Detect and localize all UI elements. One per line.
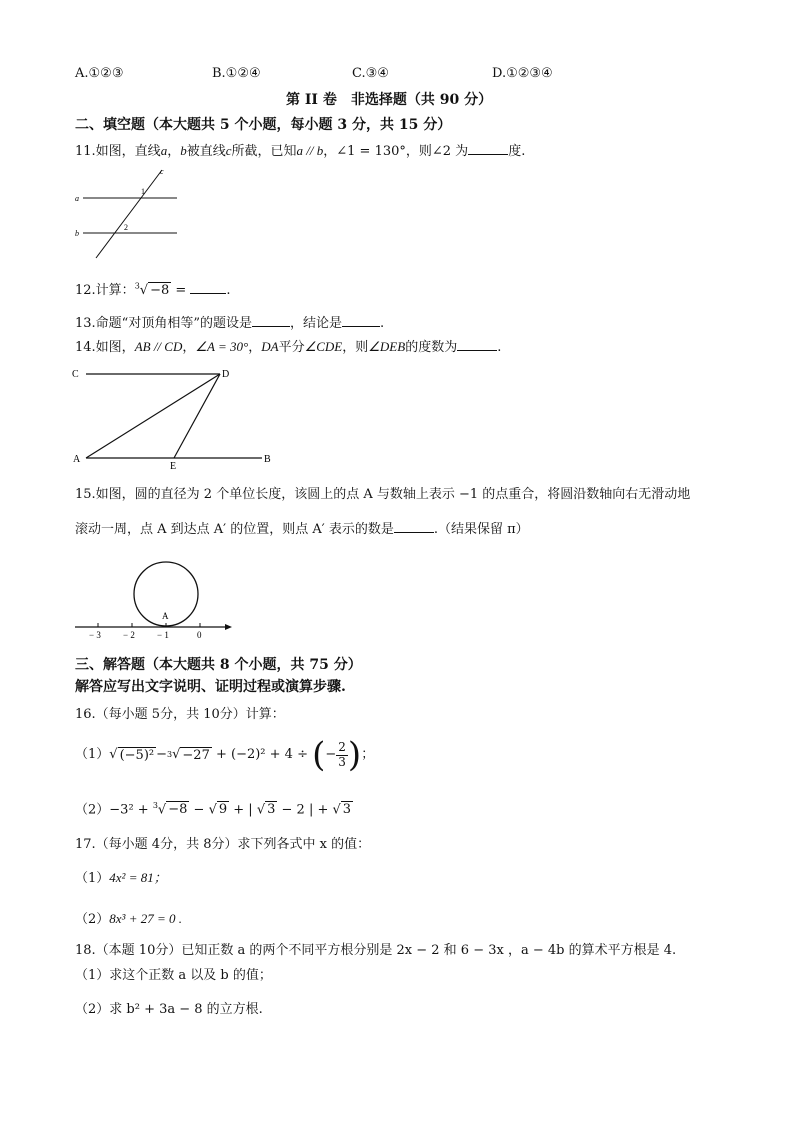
option-a: A.①②③ <box>75 66 124 81</box>
q14-text: 14.如图，AB // CD，∠A = 30°，DA平分∠CDE，则∠DEB的度数为 . <box>75 339 502 355</box>
section2-header: 二、填空题（本大题共 5 个小题，每小题 3 分，共 15 分） <box>75 117 452 133</box>
q18-part2: （2）求 b² + 3a − 8 的立方根. <box>75 1002 263 1017</box>
q17-head: 17.（每小题 4分，共 8分）求下列各式中 x 的值： <box>75 837 371 852</box>
q16-part2: （2）−3² + $^3$√ −8 − √ 9 + | √ 3 − 2 | + √ 3 <box>75 801 352 818</box>
tick-label: 0 <box>197 630 202 640</box>
axis-arrow-icon <box>225 624 232 630</box>
q15-line1: 15.如图，圆的直径为 2 个单位长度，该圆上的点 A 与数轴上表示 −1 的点重合，将圆沿数轴向右无滑动地 <box>75 487 691 502</box>
segment-ed <box>174 374 220 458</box>
option-d: D.①②③④ <box>492 66 553 81</box>
option-b: B.①②④ <box>212 66 261 81</box>
fraction: $\frac{2}{3}$ <box>338 740 346 769</box>
answer-blank[interactable] <box>342 314 380 327</box>
q16-head: 16.（每小题 5分，共 10分）计算： <box>75 707 285 722</box>
q18-head: 18.（本题 10分）已知正数 a 的两个不同平方根分别是 2x − 2 和 6 − 3x ，a − 4b 的算术平方根是 4. <box>75 943 677 958</box>
label-b: B <box>264 454 271 465</box>
label-d: D <box>222 369 230 380</box>
option-c: C.③④ <box>352 66 389 81</box>
label-b: b <box>75 229 79 238</box>
q17-part2: （2）8x³ + 27 = 0 . <box>75 911 182 927</box>
tick-label: − 3 <box>89 630 101 640</box>
answer-blank[interactable] <box>394 520 434 533</box>
answer-blank[interactable] <box>190 281 226 294</box>
segment-ad <box>86 374 220 458</box>
label-angle-1: 1 <box>141 187 145 196</box>
figure-15 <box>70 555 240 645</box>
label-angle-2: 2 <box>124 223 128 232</box>
figure-11 <box>70 165 190 265</box>
q11-text: 11.如图，直线a，b被直线c所截，已知a // b，∠1 = 130°，则∠2 为 度. <box>75 143 526 159</box>
section3-note: 解答应写出文字说明、证明过程或演算步骤. <box>75 679 346 695</box>
figure-14 <box>70 365 290 475</box>
label-c: c <box>160 167 164 176</box>
line-c <box>96 170 162 258</box>
q13-text: 13.命题“对顶角相等”的题设是 ，结论是 . <box>75 316 385 331</box>
tick-label: − 2 <box>123 630 135 640</box>
q18-part1: （1）求这个正数 a 以及 b 的值； <box>75 968 272 983</box>
q12-text: 12.计算：$^3$√ −8 = . <box>75 281 231 298</box>
answer-blank[interactable] <box>252 314 290 327</box>
label-a: a <box>75 194 79 203</box>
label-point-a: A <box>162 611 169 621</box>
tick-label: − 1 <box>157 630 169 640</box>
section3-header: 三、解答题（本大题共 8 个小题，共 75 分） <box>75 657 362 673</box>
answer-blank[interactable] <box>468 142 508 155</box>
label-a: A <box>73 454 81 465</box>
part2-title: 第 II 卷 非选择题（共 90 分） <box>286 92 493 108</box>
label-c: C <box>72 369 79 380</box>
q17-part1: （1）4x² = 81； <box>75 870 167 886</box>
label-e: E <box>170 461 177 472</box>
q16-part1: （1） √ (−5)² − 3 √ −27 + (−2)² + 4 ÷ ( − $\frac{2}{3}$ ) ； <box>75 735 375 775</box>
answer-blank[interactable] <box>457 338 497 351</box>
q15-line2: 滚动一周，点 A 到达点 A′ 的位置，则点 A′ 表示的数是 .（结果保留 π） <box>75 522 529 537</box>
